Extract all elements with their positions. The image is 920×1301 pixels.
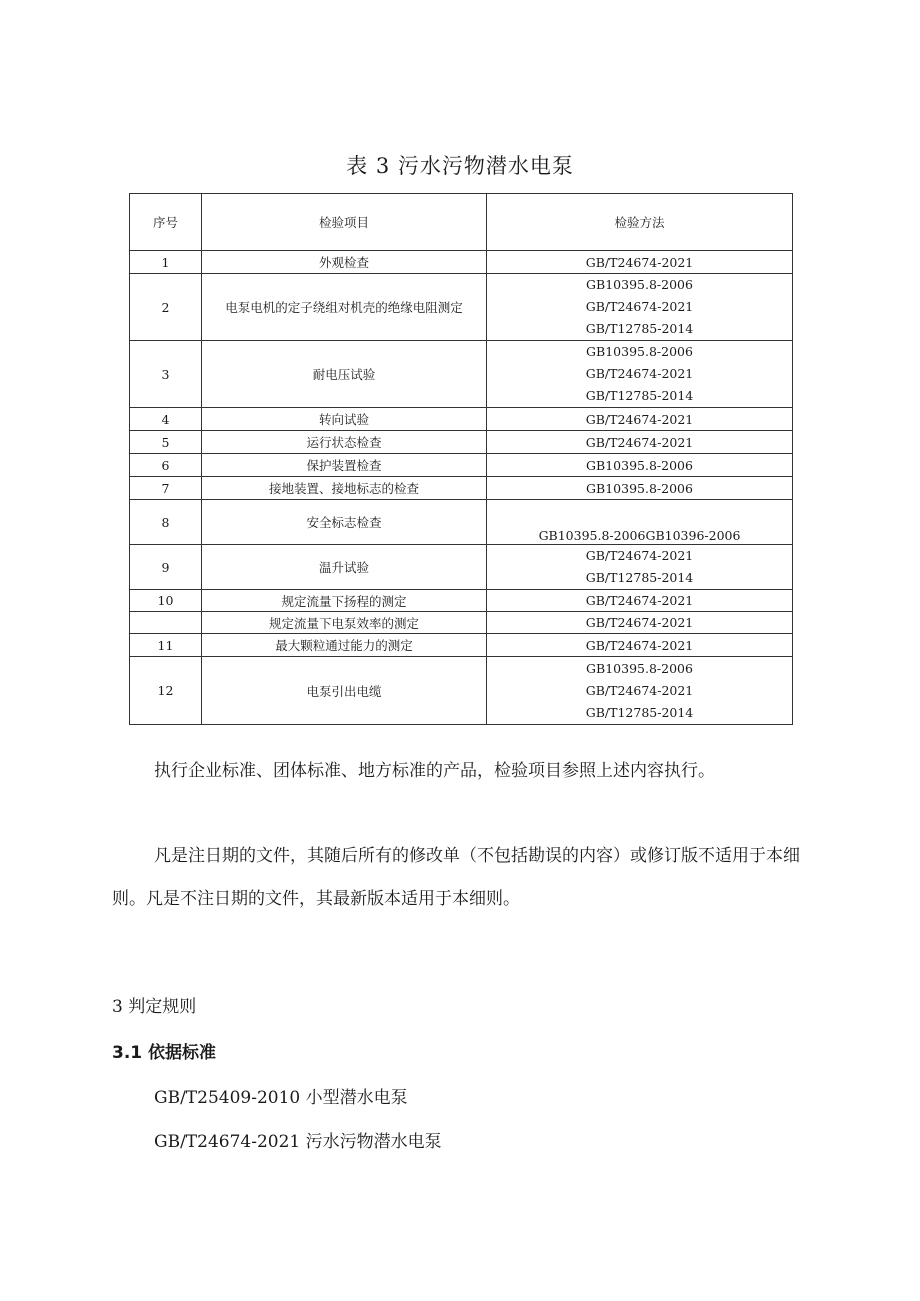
- row-item: 规定流量下电泵效率的测定: [202, 612, 487, 634]
- section-heading: 3 判定规则: [112, 997, 197, 1017]
- row-no: 3: [130, 341, 202, 408]
- row-no: 8: [130, 500, 202, 545]
- row-methods: [487, 274, 793, 341]
- row-item: 耐电压试验: [202, 341, 487, 408]
- table-row: [130, 657, 793, 725]
- table-row: [130, 545, 793, 590]
- row-item: 规定流量下扬程的测定: [202, 590, 487, 612]
- row-no: [130, 612, 202, 634]
- row-no: 7: [130, 477, 202, 500]
- row-method: GB/T24674-2021: [487, 612, 793, 634]
- row-methods: [487, 545, 793, 590]
- row-item: 温升试验: [202, 545, 487, 590]
- row-no: 10: [130, 590, 202, 612]
- row-no: 1: [130, 251, 202, 274]
- row-method: GB10395.8-2006: [487, 477, 793, 500]
- row-no: 12: [130, 657, 202, 725]
- row-item: 运行状态检查: [202, 431, 487, 454]
- row-method: GB10395.8-2006: [586, 660, 693, 676]
- table-row: [130, 431, 793, 454]
- row-method: GB10395.8-2006: [586, 277, 693, 292]
- table-row: [130, 500, 793, 545]
- row-method: GB/T12785-2014: [585, 388, 694, 403]
- table-title: 表 3 污水污物潜水电泵: [346, 154, 574, 178]
- row-methods: [487, 341, 793, 408]
- row-item: 保护装置检查: [202, 454, 487, 477]
- sub-section-heading: 3.1 依据标准: [112, 1043, 217, 1063]
- row-method: GB/T24674-2021: [585, 548, 694, 563]
- standard-item: GB/T24674-2021 污水污物潜水电泵: [154, 1132, 442, 1152]
- row-methods: [487, 657, 793, 725]
- table-row: [130, 408, 793, 431]
- row-no: 6: [130, 454, 202, 477]
- row-method: GB/T12785-2014: [585, 570, 694, 585]
- header-no: 序号: [130, 194, 202, 251]
- row-method: GB/T24674-2021: [487, 251, 793, 274]
- row-method: GB10395.8-2006: [487, 454, 793, 477]
- paragraph-dated-references: 凡是注日期的文件，其随后所有的修改单（不包括勘误的内容）或修订版不适用于本细则。凡是不注日期的文件，其最新版本适用于本细则。: [112, 846, 800, 909]
- header-item: 检验项目: [202, 194, 487, 251]
- row-item: 外观检查: [202, 251, 487, 274]
- inspection-table: [129, 193, 793, 725]
- table-row: [130, 477, 793, 500]
- row-method: GB/T24674-2021: [487, 590, 793, 612]
- row-item: 接地装置、接地标志的检查: [202, 477, 487, 500]
- row-item: 安全标志检查: [202, 500, 487, 545]
- row-method: GB/T24674-2021: [585, 682, 694, 698]
- table-row: [130, 590, 793, 612]
- row-method: GB/T24674-2021: [487, 431, 793, 454]
- row-no: 9: [130, 545, 202, 590]
- header-method: 检验方法: [487, 194, 793, 251]
- table-row: [130, 251, 793, 274]
- table-row: [130, 612, 793, 634]
- row-method: GB/T24674-2021: [585, 299, 694, 314]
- row-item: 转向试验: [202, 408, 487, 431]
- row-no: 5: [130, 431, 202, 454]
- row-method: GB10395.8-2006GB10396-2006: [487, 500, 793, 545]
- row-no: 2: [130, 274, 202, 341]
- row-method: GB/T12785-2014: [585, 704, 694, 720]
- paragraph-scope: 执行企业标准、团体标准、地方标准的产品，检验项目参照上述内容执行。: [154, 761, 715, 781]
- table-header-row: [130, 194, 793, 251]
- row-method: GB10395.8-2006: [586, 344, 693, 359]
- row-item: 电泵引出电缆: [202, 657, 487, 725]
- table-row: [130, 341, 793, 408]
- row-no: 11: [130, 634, 202, 657]
- row-no: 4: [130, 408, 202, 431]
- standard-item: GB/T25409-2010 小型潜水电泵: [154, 1088, 408, 1108]
- row-item: 电泵电机的定子绕组对机壳的绝缘电阻测定: [202, 274, 487, 341]
- row-method: GB/T24674-2021: [487, 634, 793, 657]
- row-item: 最大颗粒通过能力的测定: [202, 634, 487, 657]
- row-method: GB/T24674-2021: [585, 366, 694, 381]
- row-method: GB/T12785-2014: [585, 321, 694, 336]
- table-row: [130, 454, 793, 477]
- row-method: GB/T24674-2021: [487, 408, 793, 431]
- table-row: [130, 274, 793, 341]
- table-row: [130, 634, 793, 657]
